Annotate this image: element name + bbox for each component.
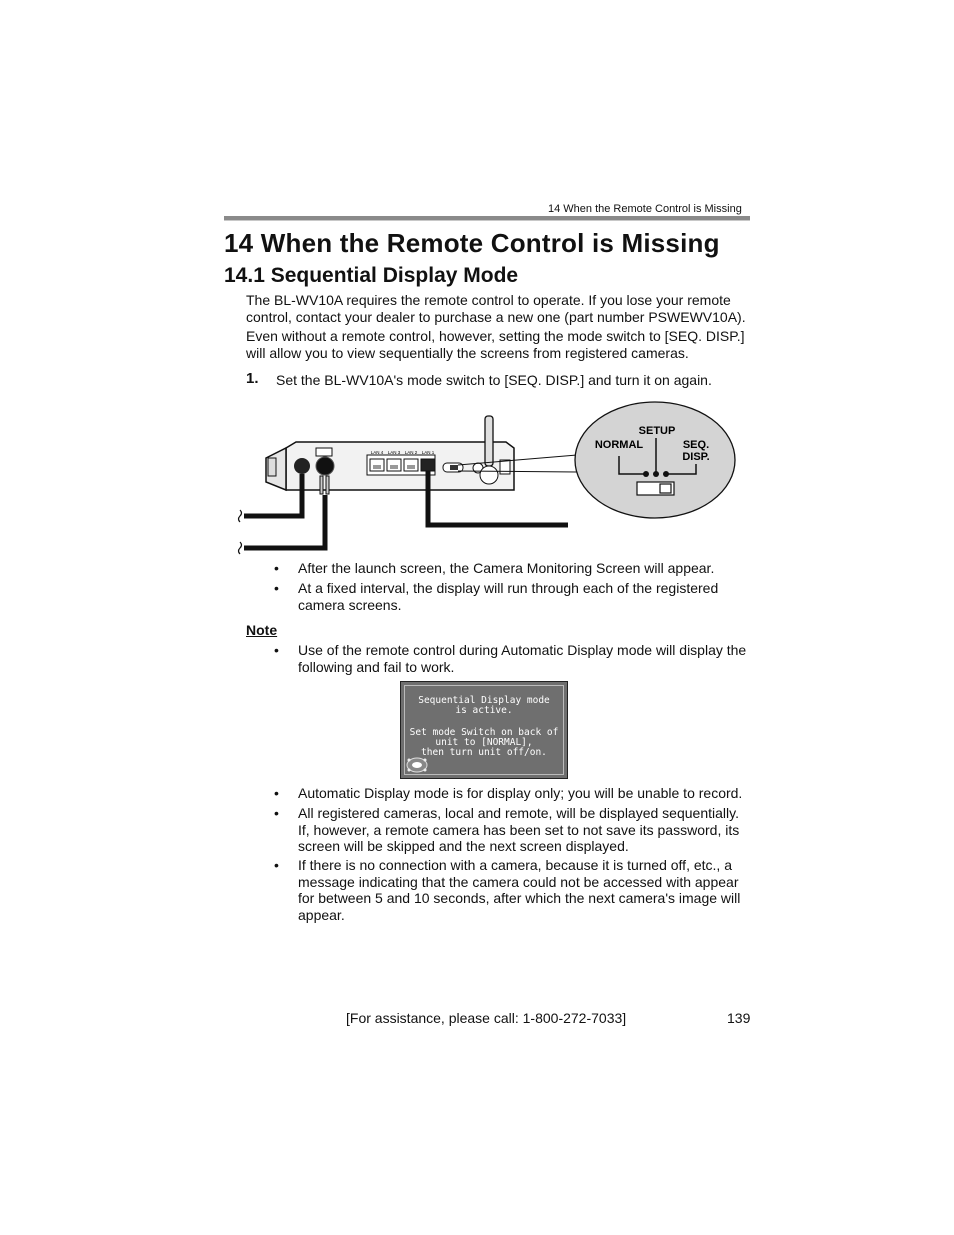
bullet-remote-use: Use of the remote control during Automatic Display mode will display the following and fail to work.	[298, 642, 747, 675]
bullet-marker: •	[274, 785, 279, 801]
lan-3-label: LAN 3	[387, 450, 401, 455]
screen-line-2: is active.	[455, 705, 513, 716]
switch-callout	[575, 402, 735, 518]
normal-label: NORMAL	[594, 439, 644, 451]
note-heading: Note	[246, 622, 278, 638]
lan-2-label: LAN 2	[404, 450, 418, 455]
screen-line-3: Set mode Switch on back of	[409, 727, 559, 738]
router-mode-switch-diagram	[236, 400, 756, 560]
intro-paragraph-2: Even without a remote control, however, setting the mode switch to [SEQ. DISP.] will allow you to view sequentially the screens from registered cameras.	[246, 328, 745, 361]
page-number: 139	[727, 1010, 751, 1026]
bullet-marker: •	[274, 805, 279, 821]
lan-1-label: LAN 1	[421, 450, 435, 455]
bullet-marker: •	[274, 857, 279, 873]
step-number: 1.	[246, 370, 259, 387]
bullet-marker: •	[274, 560, 279, 576]
running-head: 14 When the Remote Control is Missing	[548, 203, 742, 215]
screen-line-5: then turn unit off/on.	[421, 747, 547, 758]
bullet-marker: •	[274, 580, 279, 596]
screen-line-1: Sequential Display mode	[418, 695, 550, 706]
footer-assistance: [For assistance, please call: 1-800-272-7033]	[346, 1010, 627, 1026]
sequential-mode-message-screen	[400, 681, 568, 779]
setup-label: SETUP	[638, 425, 676, 437]
bullet-no-connection: If there is no connection with a camera, because it is turned off, etc., a message indicating that the camera could not be accessed with appear for between 5 and 10 seconds, after which the next camera's image will appear.	[298, 857, 741, 923]
lan-port-2	[404, 459, 418, 471]
step-text: Set the BL-WV10A's mode switch to [SEQ. DISP.] and turn it on again.	[276, 372, 712, 388]
remote-control-icon	[405, 756, 431, 774]
bullet-fixed-interval: At a fixed interval, the display will run through each of the registered camera screens.	[298, 580, 719, 613]
disp-label: DISP.	[682, 451, 710, 463]
header-rule-light	[224, 220, 750, 221]
bullet-marker: •	[274, 642, 279, 658]
lan-4-label: LAN 4	[370, 450, 384, 455]
page-title: 14 When the Remote Control is Missing	[224, 228, 720, 258]
lan-port-3	[387, 459, 401, 471]
bullet-launch-screen: After the launch screen, the Camera Monitoring Screen will appear.	[298, 560, 715, 576]
lan-port-4	[370, 459, 384, 471]
bullet-display-only: Automatic Display mode is for display only; you will be unable to record.	[298, 785, 743, 801]
section-title: 14.1 Sequential Display Mode	[224, 264, 519, 287]
lan-port-1	[421, 459, 435, 471]
screen-line-4: unit to [NORMAL],	[435, 737, 533, 748]
intro-paragraph-1: The BL-WV10A requires the remote control to operate. If you lose your remote control, contact your dealer to purchase a new one (part number PSWEWV10A).	[246, 292, 746, 325]
seq-label: SEQ.	[682, 439, 710, 451]
bullet-registered-cameras: All registered cameras, local and remote, will be displayed sequentially. If, however, a remote camera has been set to not save its password, its screen will be skipped and the next screen displayed.	[298, 805, 740, 854]
